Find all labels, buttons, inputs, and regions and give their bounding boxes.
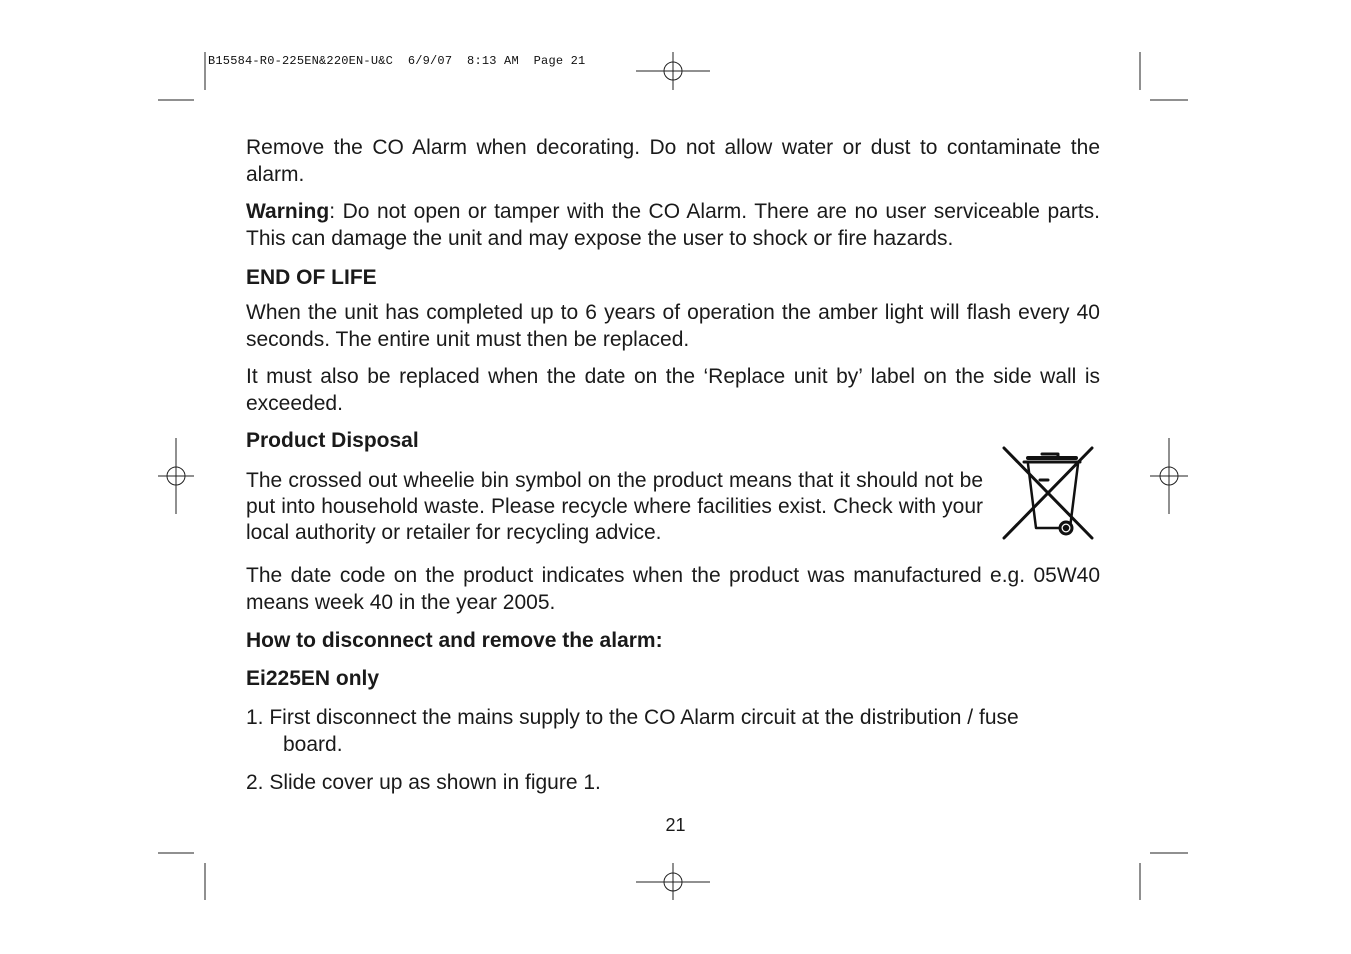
- replace-label-paragraph: It must also be replaced when the date on the ‘Replace unit by’ label on the side wall is exceeded.: [246, 365, 1100, 415]
- step-1-line-1: 1. First disconnect the mains supply to the CO Alarm circuit at the distribution / fuse: [246, 706, 1019, 729]
- step-1-line-2: board.: [283, 733, 343, 756]
- warning-text: : Do not open or tamper with the CO Alarm. There are no user serviceable parts. This can damage the unit and may expose the user to shock or fire hazards.: [246, 200, 1100, 250]
- step-1: [246, 704, 1100, 758]
- page-content: [246, 134, 1100, 796]
- crossed-out-wheelie-bin-icon: [1000, 444, 1096, 542]
- product-disposal-heading: Product Disposal: [246, 429, 419, 452]
- how-to-disconnect-heading: How to disconnect and remove the alarm:: [246, 629, 663, 652]
- ei225en-only-heading: Ei225EN only: [246, 667, 380, 690]
- print-slug-line: B15584-R0-225EN&220EN-U&C 6/9/07 8:13 AM Page 21: [208, 54, 586, 68]
- disposal-paragraph: The crossed out wheelie bin symbol on the product means that it should not be put into household waste. Please recycle where facilities exist. Check with your local authority or retailer for recycling advice.: [246, 469, 983, 544]
- decorating-paragraph: Remove the CO Alarm when decorating. Do not allow water or dust to contaminate the alarm.: [246, 136, 1100, 186]
- step-2: 2. Slide cover up as shown in figure 1.: [246, 771, 601, 794]
- page-number: 21: [665, 815, 686, 835]
- disposal-section: [246, 468, 1100, 552]
- end-of-life-paragraph: When the unit has completed up to 6 years of operation the amber light will flash every 40 seconds. The entire unit must then be replaced.: [246, 301, 1100, 351]
- warning-paragraph: [246, 198, 1100, 252]
- warning-label: Warning: [246, 200, 330, 223]
- date-code-paragraph: The date code on the product indicates when the product was manufactured e.g. 05W40 means week 40 in the year 2005.: [246, 564, 1100, 614]
- end-of-life-heading: END OF LIFE: [246, 266, 377, 289]
